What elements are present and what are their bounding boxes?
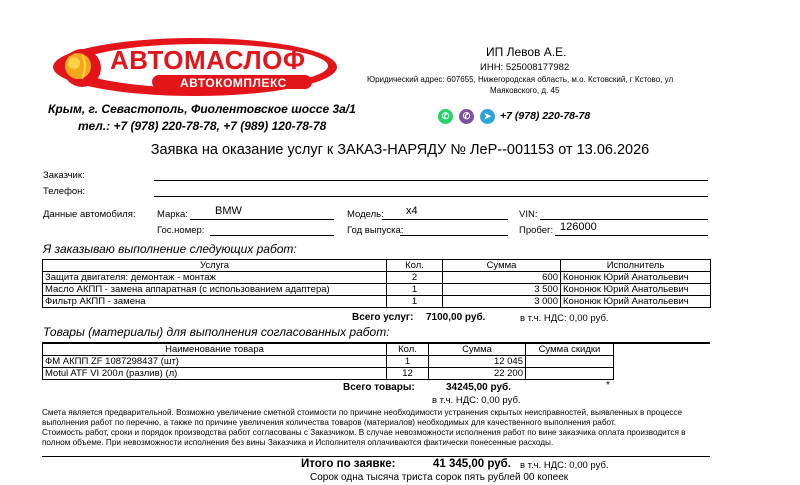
vin-underline xyxy=(540,219,708,220)
services-total-label: Всего услуг: xyxy=(352,312,414,323)
service-executor: Кононюк Юрий Анатольевич xyxy=(561,272,711,284)
vendor-address-line1: Юридический адрес: 607655, Нижегородская область, м.о. Кстовский, г Кстово, ул xyxy=(367,75,674,84)
service-name: Фильтр АКПП - замена xyxy=(43,296,387,308)
col-sum: Сумма xyxy=(443,260,561,272)
year-underline xyxy=(400,235,508,236)
goods-name: Motul ATF VI 200л (разлив) (л) xyxy=(43,368,387,380)
goods-table xyxy=(42,343,614,380)
telegram-icon[interactable]: ➤ xyxy=(480,109,495,124)
mileage-label: Пробег: xyxy=(519,225,554,236)
col-executor: Исполнитель xyxy=(561,260,711,272)
service-executor: Кононюк Юрий Анатольевич xyxy=(561,284,711,296)
service-sum: 600 xyxy=(443,272,561,284)
goods-discount xyxy=(526,368,614,380)
grand-total-label: Итого по заявке: xyxy=(301,458,396,470)
plate-underline xyxy=(210,235,334,236)
vendor-address-line2: Маяковского, д. 45 xyxy=(490,86,560,95)
col-qty: Кол. xyxy=(387,260,443,272)
col-service: Услуга xyxy=(43,260,387,272)
table-row xyxy=(43,272,711,284)
goods-asterisk: * xyxy=(606,380,610,391)
make-label: Марка: xyxy=(157,209,188,220)
col-goods-sum: Сумма xyxy=(429,344,526,356)
service-executor: Кононюк Юрий Анатольевич xyxy=(561,296,711,308)
model-underline xyxy=(382,219,508,220)
grand-total-value: 41 345,00 руб. xyxy=(433,458,511,470)
make-value: BMW xyxy=(215,205,242,217)
vendor-inn: ИНН: 525008177982 xyxy=(480,62,570,73)
table-row xyxy=(43,296,711,308)
goods-qty: 1 xyxy=(387,356,429,368)
services-heading: Я заказываю выполнение следующих работ: xyxy=(43,242,297,256)
grand-total-words: Сорок одна тысяча триста сорок пять рублей 00 копеек xyxy=(310,472,569,483)
make-underline xyxy=(190,219,334,220)
vendor-name: ИП Левов А.Е. xyxy=(486,45,567,59)
grand-total-top-rule xyxy=(42,456,710,457)
company-phones: тел.: +7 (978) 220-78-78, +7 (989) 120-78-78 xyxy=(78,119,327,133)
customer-label: Заказчик: xyxy=(43,170,85,181)
plate-label: Гос.номер: xyxy=(157,225,205,236)
year-label: Год выпуска: xyxy=(347,225,404,236)
model-value: x4 xyxy=(406,205,418,217)
customer-underline xyxy=(154,180,708,181)
services-total-value: 7100,00 руб. xyxy=(426,312,486,323)
document-title: Заявка на оказание услуг к ЗАКАЗ-НАРЯДУ № ЛеР--001153 от 13.06.2026 xyxy=(150,142,650,158)
col-goods-qty: Кол. xyxy=(387,344,429,356)
services-vat: в т.ч. НДС: 0,00 руб. xyxy=(520,313,609,324)
service-sum: 3 000 xyxy=(443,296,561,308)
disclaimer-paragraph-1: Смета является предварительной. Возможно увеличение сметной стоимости по причине необходимости устранения скрытых неисправностей, выявленных в процессе выполнения работ по перечню, а также по причине увеличения количества товаров (материалов) необходимых для качественного выполнения работ. xyxy=(42,408,683,427)
services-table xyxy=(42,259,711,308)
whatsapp-icon[interactable]: ✆ xyxy=(438,109,453,124)
disclaimer-paragraph-2: Стоимость работ, сроки и порядок производства работ согласованы с Заказчиком. В случае невозможности исполнения работ по вине заказчика оплата производится в полном объеме. При невозможности исполнения без вины Заказчика и Исполнителя оплачиваются фактически понесенные расходы. xyxy=(42,428,686,447)
mileage-underline xyxy=(555,235,708,236)
service-name: Масло АКПП - замена аппаратная (с использованием адаптера) xyxy=(43,284,387,296)
messenger-phone: +7 (978) 220-78-78 xyxy=(500,110,591,122)
goods-name: ФМ АКПП ZF 1087298437 (шт) xyxy=(43,356,387,368)
goods-total-label: Всего товары: xyxy=(343,382,415,393)
disclaimer xyxy=(42,408,712,448)
goods-qty: 12 xyxy=(387,368,429,380)
goods-vat: в т.ч. НДС: 0,00 руб. xyxy=(432,395,521,406)
goods-total-value: 34245,00 руб. xyxy=(446,382,511,393)
vin-label: VIN: xyxy=(519,209,538,220)
model-label: Модель: xyxy=(347,209,384,220)
grand-total-vat: в т.ч. НДС: 0,00 руб. xyxy=(520,460,609,471)
goods-sum: 22 200 xyxy=(429,368,526,380)
goods-discount xyxy=(526,356,614,368)
phone-label: Телефон: xyxy=(43,186,86,197)
company-address: Крым, г. Севастополь, Фиолентовское шоссе 3а/1 xyxy=(48,102,356,116)
table-row xyxy=(43,368,614,380)
table-row xyxy=(43,356,614,368)
goods-sum: 12 045 xyxy=(429,356,526,368)
goods-heading: Товары (материалы) для выполнения согласованных работ: xyxy=(43,325,390,339)
col-goods-discount: Сумма скидки xyxy=(526,344,614,356)
phone-underline xyxy=(154,196,708,197)
col-goods-name: Наименование товара xyxy=(43,344,387,356)
goods-header-row xyxy=(43,344,614,356)
service-name: Защита двигателя: демонтаж - монтаж xyxy=(43,272,387,284)
car-data-label: Данные автомобиля: xyxy=(43,209,136,220)
logo-sub-text: АВТОКОМПЛЕКС xyxy=(180,76,287,90)
table-row xyxy=(43,284,711,296)
logo-brand-text: АВТОМАСЛОФ xyxy=(110,45,306,75)
service-qty: 2 xyxy=(387,272,443,284)
services-header-row xyxy=(43,260,711,272)
service-qty: 1 xyxy=(387,284,443,296)
company-logo xyxy=(52,37,338,97)
service-sum: 3 500 xyxy=(443,284,561,296)
service-qty: 1 xyxy=(387,296,443,308)
mileage-value: 126000 xyxy=(560,221,597,233)
viber-icon[interactable]: ✆ xyxy=(459,109,474,124)
